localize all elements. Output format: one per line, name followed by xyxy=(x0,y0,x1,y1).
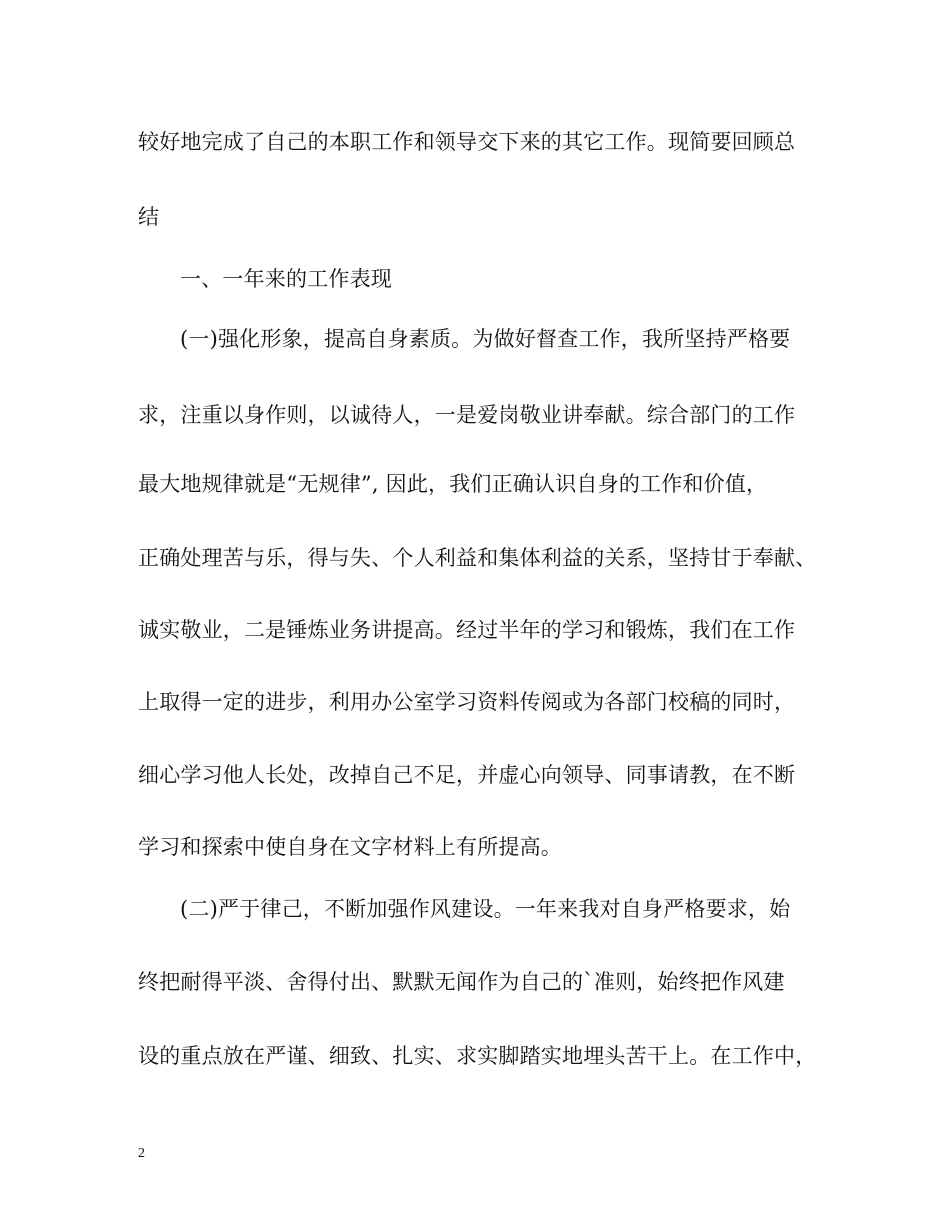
text-line-5: 求，注重以身作则，以诚待人，一是爱岗敬业讲奉献。综合部门的工作 xyxy=(138,403,796,427)
section-heading: 一、一年来的工作表现 xyxy=(180,267,392,291)
text-line-10: 细心学习他人长处，改掉自己不足，并虚心向领导、同事请教，在不断 xyxy=(138,763,796,787)
text-line-6: 最大地规律就是“无规律”, 因此，我们正确认识自身的工作和价值， xyxy=(138,472,768,496)
text-line-12: (二)严于律己，不断加强作风建设。一年来我对自身严格要求，始 xyxy=(180,897,791,921)
text-line-9: 上取得一定的进步，利用办公室学习资料传阅或为各部门校稿的同时， xyxy=(138,690,796,714)
text-line-8: 诚实敬业，二是锤炼业务讲提高。经过半年的学习和锻炼，我们在工作 xyxy=(138,618,796,642)
text-line-13: 终把耐得平淡、舍得付出、默默无闻作为自己的`准则，始终把作风建 xyxy=(138,970,785,994)
text-line-2: 结 xyxy=(138,205,160,229)
text-line-4: (一)强化形象，提高自身素质。为做好督查工作，我所坚持严格要 xyxy=(180,327,791,351)
text-line-11: 学习和探索中使自身在文字材料上有所提高。 xyxy=(138,835,562,859)
text-line-14: 设的重点放在严谨、细致、扎实、求实脚踏实地埋头苦干上。在工作中， xyxy=(138,1044,817,1068)
text-line-7: 正确处理苦与乐，得与失、个人利益和集体利益的关系，坚持甘于奉献、 xyxy=(138,546,817,570)
text-line-1: 较好地完成了自己的本职工作和领导交下来的其它工作。现简要回顾总 xyxy=(138,130,796,154)
page-number: 2 xyxy=(138,1146,145,1161)
